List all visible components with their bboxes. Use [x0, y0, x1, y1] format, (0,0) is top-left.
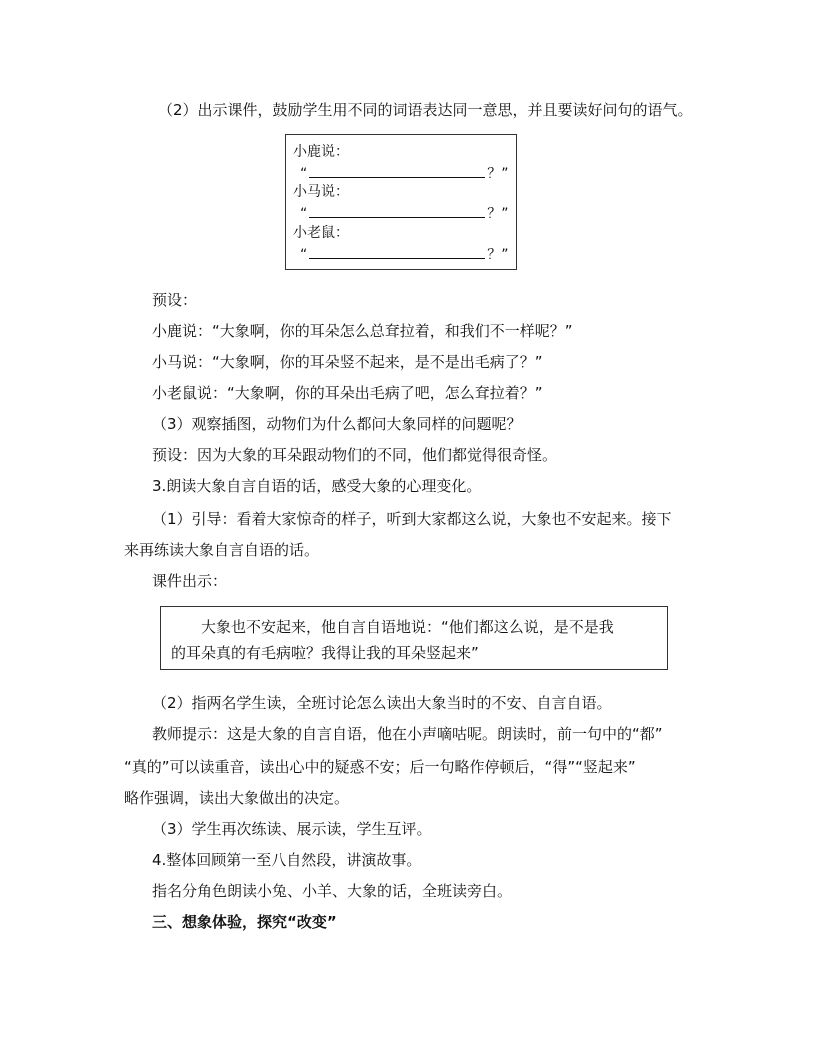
fill-line-horse	[300, 203, 509, 223]
paragraph-courseware-show: 课件出示：	[152, 572, 228, 590]
paragraph-observe-illustration: （3）观察插图，动物们为什么都问大象同样的问题呢？	[152, 415, 522, 433]
quote-line-2: 的耳朵真的有毛病啦？我得让我的耳朵竖起来”	[171, 644, 479, 662]
paragraph-preset-answer: 预设：因为大象的耳朵跟动物们的不同，他们都觉得很奇怪。	[152, 446, 558, 464]
paragraph-horse-says: 小马说：“大象啊，你的耳朵竖不起来，是不是出毛病了？”	[152, 353, 543, 371]
paragraph-teacher-tip-line1: 教师提示：这是大象的自言自语，他在小声嘀咕呢。朗读时，前一句中的“都”	[152, 725, 663, 743]
blank-line	[309, 244, 485, 259]
paragraph-practice-again: （3）学生再次练读、展示读，学生互评。	[152, 820, 432, 838]
close-quote: ？”	[487, 206, 509, 222]
paragraph-guide-line2: 来再练读大象自言自语的话。	[124, 541, 320, 559]
quote-box	[160, 606, 668, 670]
paragraph-preset-label: 预设：	[152, 291, 198, 309]
paragraph-teacher-tip-line3: 略作强调，读出大象做出的决定。	[124, 789, 350, 807]
open-quote: “	[300, 166, 308, 182]
quote-line-1: 大象也不安起来，他自言自语地说：“他们都这么说，是不是我	[201, 618, 614, 636]
fill-label-mouse: 小老鼠：	[293, 225, 349, 241]
paragraph-section-4: 4.整体回顾第一至八自然段，讲演故事。	[152, 851, 422, 869]
open-quote: “	[300, 247, 308, 263]
paragraph-role-reading: 指名分角色朗读小兔、小羊、大象的话，全班读旁白。	[152, 882, 513, 900]
close-quote: ？”	[487, 166, 509, 182]
fill-line-mouse	[300, 244, 509, 264]
fill-label-horse: 小马说：	[293, 184, 349, 200]
close-quote: ？”	[487, 247, 509, 263]
section-heading-3: 三、想象体验，探究“改变”	[152, 913, 337, 931]
blank-line	[309, 203, 485, 218]
fill-label-deer: 小鹿说：	[293, 144, 349, 160]
blank-line	[309, 163, 485, 178]
paragraph-instruction-2: （2）出示课件，鼓励学生用不同的词语表达同一意思，并且要读好问句的语气。	[158, 101, 693, 119]
paragraph-section-3: 3.朗读大象自言自语的话，感受大象的心理变化。	[152, 477, 482, 495]
fill-line-deer	[300, 163, 509, 183]
paragraph-two-students: （2）指两名学生读，全班讨论怎么读出大象当时的不安、自言自语。	[152, 694, 612, 712]
fill-in-box	[285, 134, 517, 270]
paragraph-mouse-says: 小老鼠说：“大象啊，你的耳朵出毛病了吧，怎么耷拉着？”	[152, 384, 543, 402]
paragraph-teacher-tip-line2: “真的”可以读重音，读出心中的疑惑不安；后一句略作停顿后，“得”“竖起来”	[124, 758, 636, 776]
paragraph-guide-line1: （1）引导：看着大家惊奇的样子，听到大家都这么说，大象也不安起来。接下	[152, 510, 672, 528]
paragraph-deer-says: 小鹿说：“大象啊，你的耳朵怎么总耷拉着，和我们不一样呢？”	[152, 322, 573, 340]
open-quote: “	[300, 206, 308, 222]
